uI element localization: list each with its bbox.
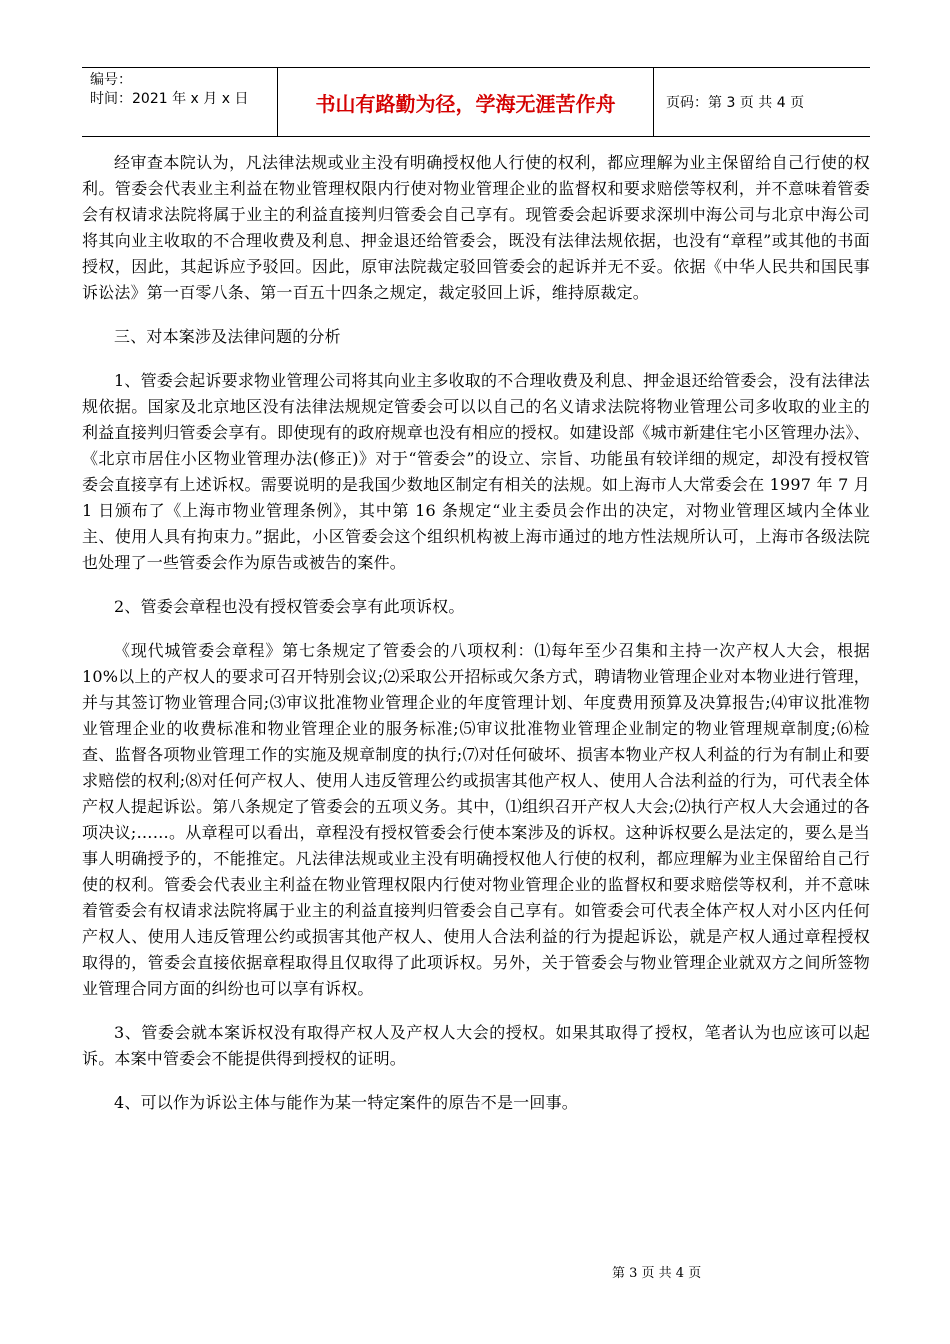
- page-footer: 第 3 页 共 4 页: [612, 1266, 702, 1281]
- paragraph-point-1: 1、管委会起诉要求物业管理公司将其向业主多收取的不合理收费及利息、押金退还给管委会，没有法律法规依据。国家及北京地区没有法律法规规定管委会可以以自己的名义请求法院将物业管理公司多收取的业主的利益直接判归管委会享有。即使现有的政府规章也没有相应的授权。如建设部《城市新建住宅小区管理办法》、《北京市居住小区物业管理办法(修正)》对于“管委会”的设立、宗旨、功能虽有较详细的规定，却没有授权管委会直接享有上述诉权。需要说明的是我国少数地区制定有相关的法规。如上海市人大常委会在 1997 年 7 月 1 日颁布了《上海市物业管理条例》，其中第 16 条规定“业主委员会作出的决定，对物业管理区域内全体业主、使用人具有拘束力。”据此，小区管委会这个组织机构被上海市通过的地方性法规所认可，上海市各级法院也处理了一些管委会作为原告或被告的案件。: [82, 371, 870, 572]
- header-page-number: 页码：第 3 页 共 4 页: [666, 95, 805, 111]
- document-number-label: 编号：: [90, 72, 132, 88]
- paragraph-charter-rights: 《现代城管委会章程》第七条规定了管委会的八项权利：⑴每年至少召集和主持一次产权人大会，根据 10%以上的产权人的要求可召开特别会议;⑵采取公开招标或欠条方式，聘请物业管理企业对本物业进行管理，并与其签订物业管理合同;⑶审议批准物业管理企业的年度管理计划、年度费用预算及决算报告;⑷审议批准物业管理企业的收费标准和物业管理企业的服务标准;⑸审议批准物业管理企业制定的物业管理规章制度;⑹检查、监督各项物业管理工作的实施及规章制度的执行;⑺对任何破坏、损害本物业产权人利益的行为有制止和要求赔偿的权利;⑻对任何产权人、使用人违反管理公约或损害其他产权人、使用人合法利益的行为，可代表全体产权人提起诉讼。第八条规定了管委会的五项义务。其中，⑴组织召开产权人大会;⑵执行产权人大会通过的各项决议;……。从章程可以看出，章程没有授权管委会行使本案涉及的诉权。这种诉权要么是法定的，要么是当事人明确授予的，不能推定。凡法律法规或业主没有明确授权他人行使的权利，都应理解为业主保留给自己行使的权利。管委会代表业主利益在物业管理权限内行使对物业管理企业的监督权和要求赔偿等权利，并不意味着管委会有权请求法院将属于业主的利益直接判归管委会自己享有。如管委会可代表全体产权人对小区内任何产权人、使用人违反管理公约或损害其他产权人、使用人合法利益的行为提起诉讼，就是产权人通过章程授权取得的，管委会直接依据章程取得且仅取得了此项诉权。另外，关于管委会与物业管理企业就双方之间所签物业管理合同方面的纠纷也可以享有诉权。: [82, 641, 870, 998]
- section-heading-analysis: 三、对本案涉及法律问题的分析: [114, 327, 341, 346]
- paragraph-point-3: 3、管委会就本案诉权没有取得产权人及产权人大会的授权。如果其取得了授权，笔者认为也应该可以起诉。本案中管委会不能提供得到授权的证明。: [82, 1023, 870, 1068]
- document-date-label: 时间：2021 年 x 月 x 日: [90, 91, 249, 107]
- header-info-cell: [82, 68, 278, 136]
- paragraph-point-4: 4、可以作为诉讼主体与能作为某一特定案件的原告不是一回事。: [114, 1093, 578, 1112]
- page-header: [82, 67, 870, 137]
- header-motto: 书山有路勤为径，学海无涯苦作舟: [278, 68, 654, 136]
- paragraph-court-opinion: 经审查本院认为，凡法律法规或业主没有明确授权他人行使的权利，都应理解为业主保留给自己行使的权利。管委会代表业主利益在物业管理权限内行使对物业管理企业的监督权和要求赔偿等权利，并不意味着管委会有权请求法院将属于业主的利益直接判归管委会自己享有。现管委会起诉要求深圳中海公司与北京中海公司将其向业主收取的不合理收费及利息、押金退还给管委会，既没有法律法规依据，也没有“章程”或其他的书面授权，因此，其起诉应予驳回。因此，原审法院裁定驳回管委会的起诉并无不妥。依据《中华人民共和国民事诉讼法》第一百零八条、第一百五十四条之规定，裁定驳回上诉，维持原裁定。: [82, 153, 870, 302]
- paragraph-point-2: 2、管委会章程也没有授权管委会享有此项诉权。: [114, 597, 465, 616]
- document-body: [82, 150, 870, 1116]
